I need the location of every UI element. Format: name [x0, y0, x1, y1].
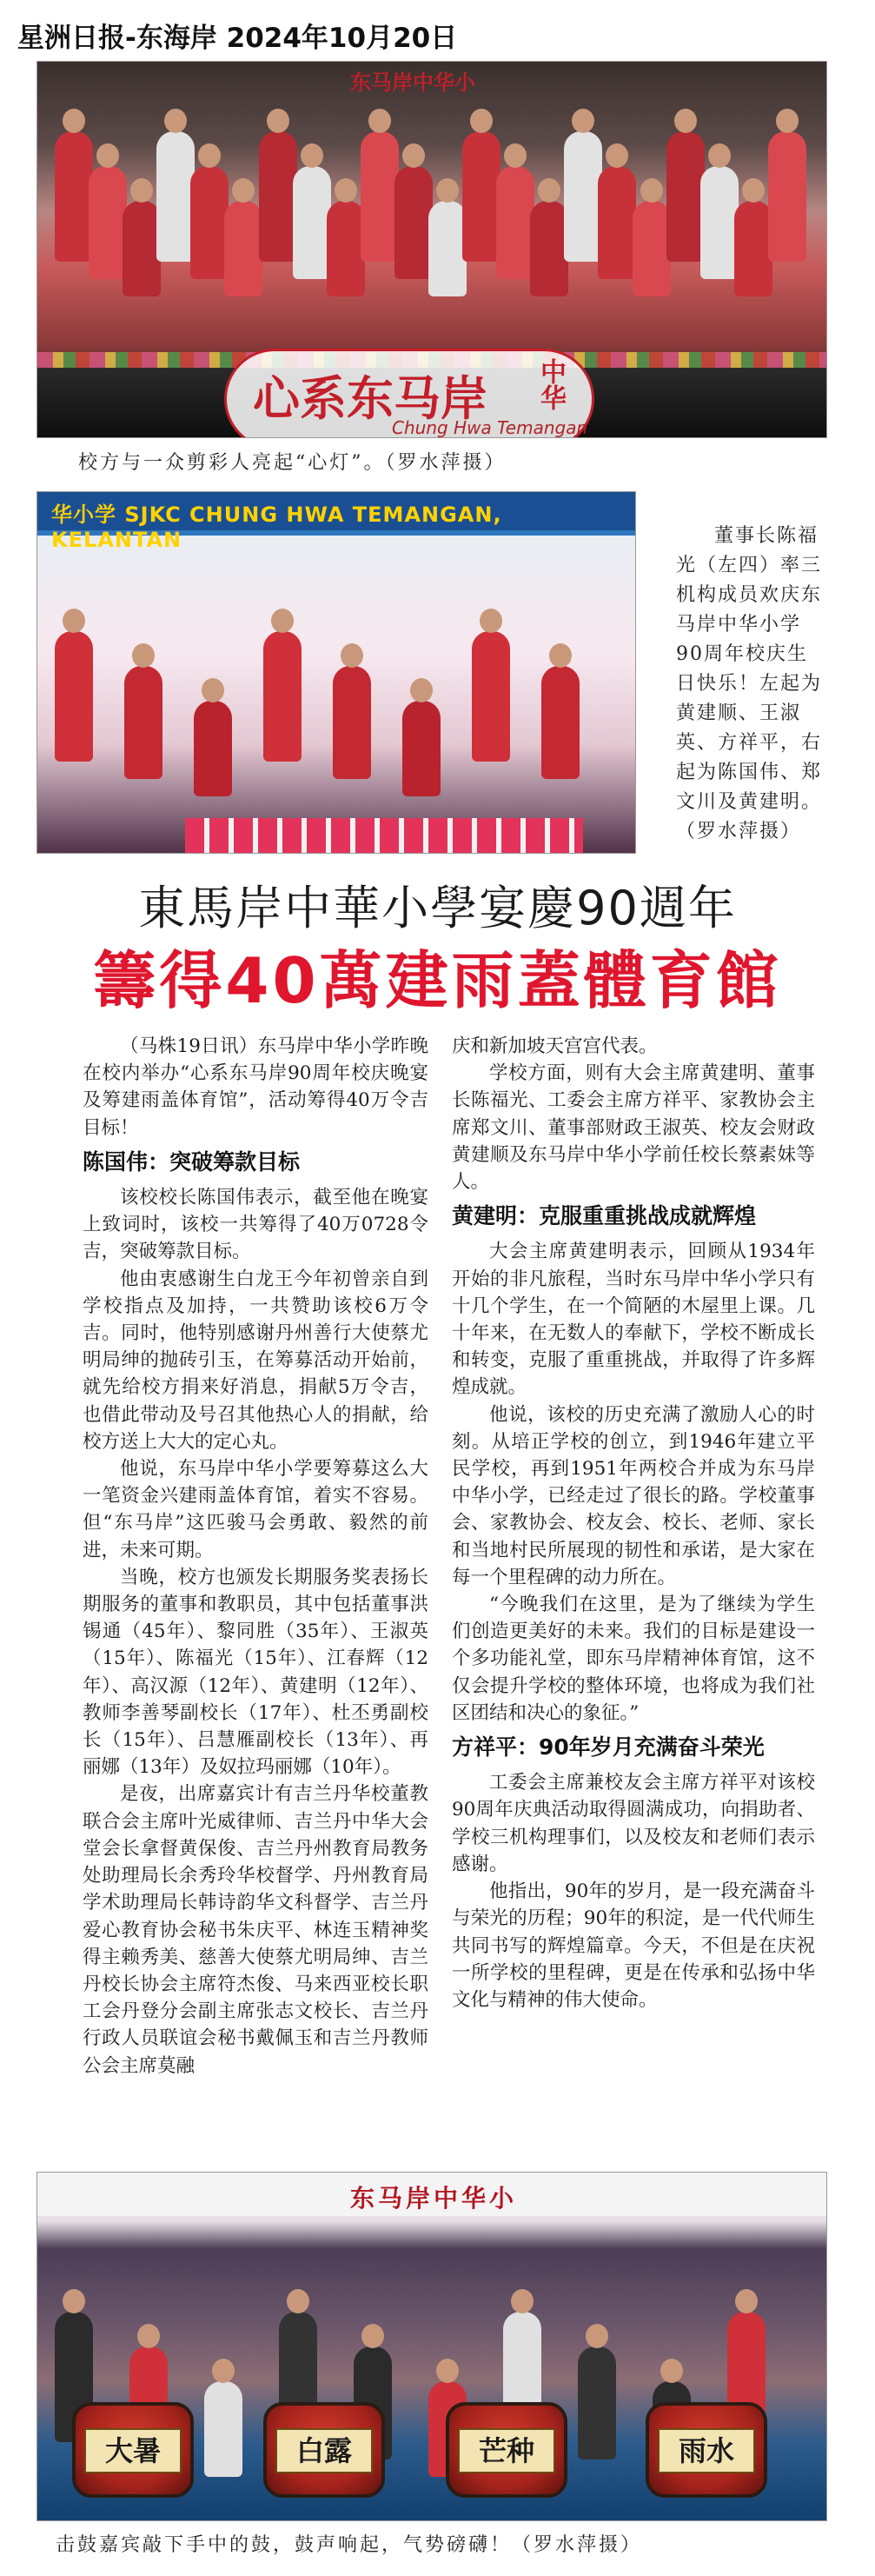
article-paragraph: 该校校长陈国伟表示，截至他在晚宴上致词时，该校一共筹得了40万0728令吉，突破筹款目标。: [83, 1187, 428, 1263]
article-paragraph: 他指出，90年的岁月，是一段充满奋斗与荣光的历程；90年的积淀，是一代代师生共同书写的辉煌篇章。今天，不但是在庆祝一所学校的里程碑，更是在传承和弘扬中华文化与精神的伟大使命。: [452, 1880, 815, 2011]
person-figure: [156, 131, 195, 262]
article-paragraph: 当晚，校方也颁发长期服务奖表扬长期服务的董事和教职员，其中包括董事洪锡通（45年）、黎同胜（35年）、王淑英（15年）、陈福光（15年）、江春辉（12年）、高汉源（12年）、黄建明（12年）、教师李善琴副校长（17年）、杜丕勇副校长（15年）、吕慧雁副校长（13年）、再丽娜（13年）及奴拉玛丽娜（10年）。: [83, 1566, 428, 1779]
person-figure: [472, 631, 510, 762]
person-figure: [462, 131, 500, 262]
person-figure: [55, 631, 93, 762]
drum: [446, 2402, 567, 2498]
person-figure: [89, 166, 127, 279]
event-logo: [224, 349, 594, 438]
person-figure: [734, 201, 772, 296]
school-banner-text: 华小学 SJKC CHUNG HWA TEMANGAN, KELANTAN: [51, 503, 502, 552]
drum-label: 白露: [275, 2428, 373, 2473]
person-figure: [327, 201, 365, 296]
article-paragraph: 他说，该校的历史充满了激励人心的时刻。从培正学校的创立，到1946年建立平民学校，再到1951年两校合并成为东马岸中华小学，已经走过了很长的路。学校董事会、家教协会、校友会、校长、老师、家长和当地村民所展现的韧性和承诺，是大家在每一个里程碑的动力所在。: [452, 1403, 815, 1588]
person-figure: [633, 201, 671, 296]
article-column-right: [452, 1033, 815, 2014]
article-paragraph: 庆和新加坡天宫宫代表。: [452, 1035, 658, 1057]
section-subheading: 黄建明：克服重重挑战成就辉煌: [452, 1203, 757, 1229]
drum-label: 大暑: [84, 2428, 182, 2473]
photo-caption: 董事长陈福光（左四）率三机构成员欢庆东马岸中华小学90周年校庆生日快乐！左起为黄建顺、王淑英、方祥平，右起为陈国伟、郑文川及黄建明。（罗水萍摄）: [676, 525, 823, 842]
birthday-cake: [185, 818, 583, 853]
photo-ribbon-cutting: [36, 61, 827, 438]
person-figure: [194, 701, 232, 796]
person-figure: [190, 166, 229, 279]
person-figure: [394, 166, 433, 279]
event-logo-text: 心系东马岸: [253, 370, 487, 426]
person-figure: [428, 201, 467, 296]
headline-main: 籌得40萬建雨蓋體育館: [93, 944, 782, 1017]
photo-caption: 击鼓嘉宾敲下手中的鼓，鼓声响起，气势磅礴！（罗水萍摄）: [56, 2534, 643, 2556]
drum: [263, 2402, 385, 2498]
article-paragraph: 工委会主席兼校友会主席方祥平对该校90周年庆典活动取得圆满成功，向捐助者、学校三机构理事们，以及校友和老师们表示感谢。: [452, 1772, 815, 1875]
drum-label: 雨水: [658, 2428, 755, 2473]
person-figure: [598, 166, 636, 279]
person-figure: [123, 201, 161, 296]
drum-label: 芒种: [458, 2428, 555, 2473]
photo-drum-ceremony: [36, 2172, 827, 2521]
person-figure: [259, 131, 297, 262]
masthead: 星洲日报-东海岸 2024年10月20日: [17, 23, 458, 54]
person-figure: [700, 166, 739, 279]
person-figure: [224, 201, 262, 296]
person-figure: [204, 2381, 242, 2477]
person-figure: [541, 666, 580, 779]
person-figure: [361, 131, 399, 262]
person-figure: [768, 131, 806, 262]
article-paragraph: “今晚我们在这里，是为了继续为学生们创造更美好的未来。我们的目标是建设一个多功能礼堂，即东马岸精神体育馆，这不仅会提升学校的整体环境，也将成为我们社区团结和决心的象征。”: [452, 1594, 815, 1724]
crowd: [37, 97, 826, 375]
article-paragraph: 大会主席黄建明表示，回顾从1934年开始的非凡旅程，当时东马岸中华小学只有十几个学生，在一个简陋的木屋里上课。几十年来，在无数人的奉献下，学校不断成长和转变，克服了重重挑战，并取得了许多辉煌成就。: [452, 1241, 815, 1399]
article-paragraph: （马株19日讯）东马岸中华小学昨晚在校内举办“心系东马岸90周年校庆晚宴及筹建雨盖体育馆”，活动筹得40万令吉目标！: [83, 1035, 428, 1139]
event-logo-side: 中华: [535, 358, 566, 410]
person-figure: [530, 201, 568, 296]
section-subheading: 陈国伟：突破筹款目标: [83, 1148, 301, 1175]
photo-banner-text: 东马岸中华小: [350, 70, 475, 95]
person-figure: [124, 666, 162, 779]
article-paragraph: 是夜，出席嘉宾计有吉兰丹华校董教联合会主席叶光威律师、吉兰丹中华大会堂会长拿督黄保俊、吉兰丹州教育局教务处助理局长余秀玲华校督学、丹州教育局学术助理局长韩诗韵华文科督学、吉兰丹爱心教育协会秘书朱庆平、林连玉精神奖得主赖秀美、慈善大使蔡尤明局绅、吉兰丹校长协会主席符杰俊、马来西亚校长职工会丹登分会副主席张志文校长、吉兰丹行政人员联谊会秘书戴佩玉和吉兰丹教师公会主席莫融: [83, 1783, 428, 2077]
person-figure: [496, 166, 534, 279]
article-paragraph: 他由衷感谢生白龙王今年初曾亲自到学校指点及加持，一共赞助该校6万令吉。同时，他特别感谢丹州善行大使蔡尤明局绅的抛砖引玉，在筹募活动开始前，就先给校方捐来好消息，捐献5万令吉，也借此带动及号召其他热心人的捐献，给校方送上大大的定心丸。: [83, 1268, 428, 1453]
person-figure: [564, 131, 602, 262]
person-figure: [402, 701, 441, 796]
person-figure: [293, 166, 331, 279]
school-signboard-text: 东马岸中华小: [350, 2184, 518, 2213]
drum: [646, 2402, 767, 2498]
photo-caption: 校方与一众剪彩人亮起“心灯”。（罗水萍摄）: [78, 452, 507, 474]
event-logo-sub: Chung Hwa Temangan: [392, 417, 588, 438]
drum: [72, 2402, 194, 2498]
section-subheading: 方祥平：90年岁月充满奋斗荣光: [452, 1734, 765, 1761]
article-column-left: [83, 1033, 428, 2080]
article-paragraph: 他说，东马岸中华小学要筹募这么大一笔资金兴建雨盖体育馆，着实不容易。但“东马岸”这匹骏马会勇敢、毅然的前进，未来可期。: [83, 1458, 428, 1561]
article-paragraph: 学校方面，则有大会主席黄建明、董事长陈福光、工委会主席方祥平、家教协会主席郑文川、董事部财政王淑英、校友会财政黄建顺及东马岸中华小学前任校长蔡素妹等人。: [452, 1062, 815, 1194]
person-figure: [263, 631, 302, 762]
person-figure: [666, 131, 705, 262]
person-figure: [55, 131, 93, 262]
person-figure: [578, 2346, 616, 2460]
photo-board-members: [36, 491, 636, 854]
board-members: [37, 579, 635, 854]
headline-kicker: 東馬岸中華小學宴慶90週年: [138, 881, 737, 935]
person-figure: [333, 666, 371, 779]
